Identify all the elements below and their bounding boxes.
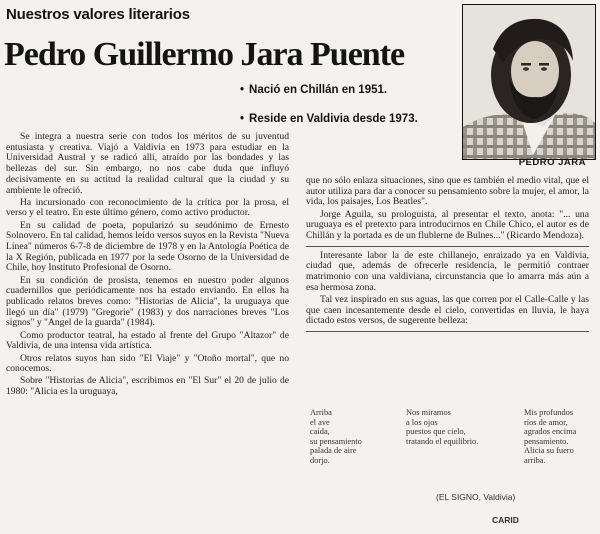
poem-column-3 (524, 408, 576, 466)
poem-line: Mis profundos (524, 408, 574, 417)
article-column-1 (6, 132, 289, 532)
poem-line: ríos de amor, (524, 417, 568, 427)
poem-line: palada de aire (310, 446, 357, 456)
bullet-marker: • (240, 113, 245, 125)
article-column-2 (306, 176, 589, 332)
poem-line: puestos que cielo, (406, 427, 466, 437)
paragraph: Tal vez inspirado en sus aguas, las que corren por el Calle-Calle y las que caen incesantemente desde el cielo, convertidas en lluvia, le haya dictado estos versos, de sugerente belleza: (306, 294, 589, 327)
paragraph: Otros relatos suyos han sido "El Viaje" y "Otoño mortal", que no conocemos. (6, 352, 289, 375)
poem-line: Arriba (310, 408, 332, 417)
portrait-image (463, 5, 595, 159)
author-photo (462, 4, 596, 160)
poem-line: el ave (310, 417, 330, 427)
paragraph: Se integra a nuestra serie con todos los méritos de su juventud entusiasta y creativa. Viajó a Valdivia en 1973 para estudiar en la Universidad Austral y se radicó allí, atraído por las bondades y las bellezas del sur. Sin embargo, no nos cabe duda que influyó decisivamente en su actitud la realidad cultural que la ciudad y su ambiente le ofreció. (6, 131, 289, 196)
highlighted-box (306, 246, 589, 332)
bullet-birth-text: Nació en Chillán en 1951. (249, 84, 388, 96)
paragraph: En su calidad de poeta, popularizó su seudónimo de Ernesto Solnovero. En tal calidad, hemos leído versos suyos en la Revista "Nueva Línea" números 6-7-8 de diciembre de 1978 y en la Antología Poética de la X Región, publicada en 1977 por la sede Osorno de la Universidad de Chile, hoy Instituto Profesional de Osorno. (6, 219, 289, 274)
poem-line: Alicia su fuero (524, 446, 574, 456)
poem-line: su pensamiento (310, 436, 362, 446)
source-credit: (EL SIGNO, Valdivia) (436, 492, 516, 502)
section-header: Nuestros valores literarios (6, 6, 190, 23)
paragraph: Interesante labor la de este chillanejo, enraizado ya en Valdivia, ciudad que, además de ofrecerle residencia, le permitió contraer matrimonio con una valdiviana, circunstancia que lo amarra más aún a esa hermosa zona. (306, 249, 589, 293)
author-signature: CARID (492, 515, 519, 525)
poem-line: caída, (310, 427, 330, 437)
bullet-birth (240, 84, 387, 96)
poem-column-1 (310, 408, 362, 466)
paragraph: Sobre "Historias de Alicia", escribimos en "El Sur" el 20 de julio de 1980: "Alicia es la uruguaya, (6, 375, 289, 398)
paragraph: En su condición de prosista, tenemos en nuestro poder algunos cuadernillos que periódicamente nos ha estado enviando. En ellos ha publicado relatos breves como: "Historias de Alicia", la uruguaya que llegó un día" (1979) "Gregorie" (1983) y dos narraciones breves "Los signos" y "Angel de la guarda" (1984). (6, 274, 289, 329)
paragraph: Ha incursionado con reconocimiento de la crítica por la prosa, el verso y el teatro. En este último género, como activo productor. (6, 196, 289, 219)
bullet-marker: • (240, 84, 245, 96)
poem-line: arriba. (524, 455, 546, 465)
bullet-residence (240, 113, 418, 125)
poem-line: Nos miramos (406, 408, 451, 417)
poem-column-2 (406, 408, 478, 446)
paragraph: Como productor teatral, ha estado al frente del Grupo "Altazor" de Valdivia, de una intensa vida artística. (6, 329, 289, 352)
article-title: Pedro Guillermo Jara Puente (4, 36, 405, 73)
poem-line: tratando el equilibrio. (406, 436, 479, 446)
bullet-residence-text: Reside en Valdivia desde 1973. (249, 113, 418, 125)
photo-caption: PEDRO JARA (518, 157, 586, 168)
paragraph: que no sólo enlaza situaciones, sino que es también el medio vital, que el autor utiliza para dar a conocer su pensamiento sobre la mujer, el amor, la vida, los paisajes, Los Beatles". (306, 175, 589, 208)
paragraph: Jorge Aguila, su prologuista, al presentar el texto, anota: "... una uruguaya es el pretexto para introducirnos en Chile Chico, el autor es de Chillán y la portada es de un flublerne de Bulnes..." (Ricardo Mendoza). (306, 208, 589, 242)
poem-line: agrados encima (524, 427, 577, 437)
poem-line: a los ojos (406, 417, 438, 427)
poem-line: pensamiento. (524, 436, 569, 446)
poem-line: dorjo. (310, 455, 330, 465)
